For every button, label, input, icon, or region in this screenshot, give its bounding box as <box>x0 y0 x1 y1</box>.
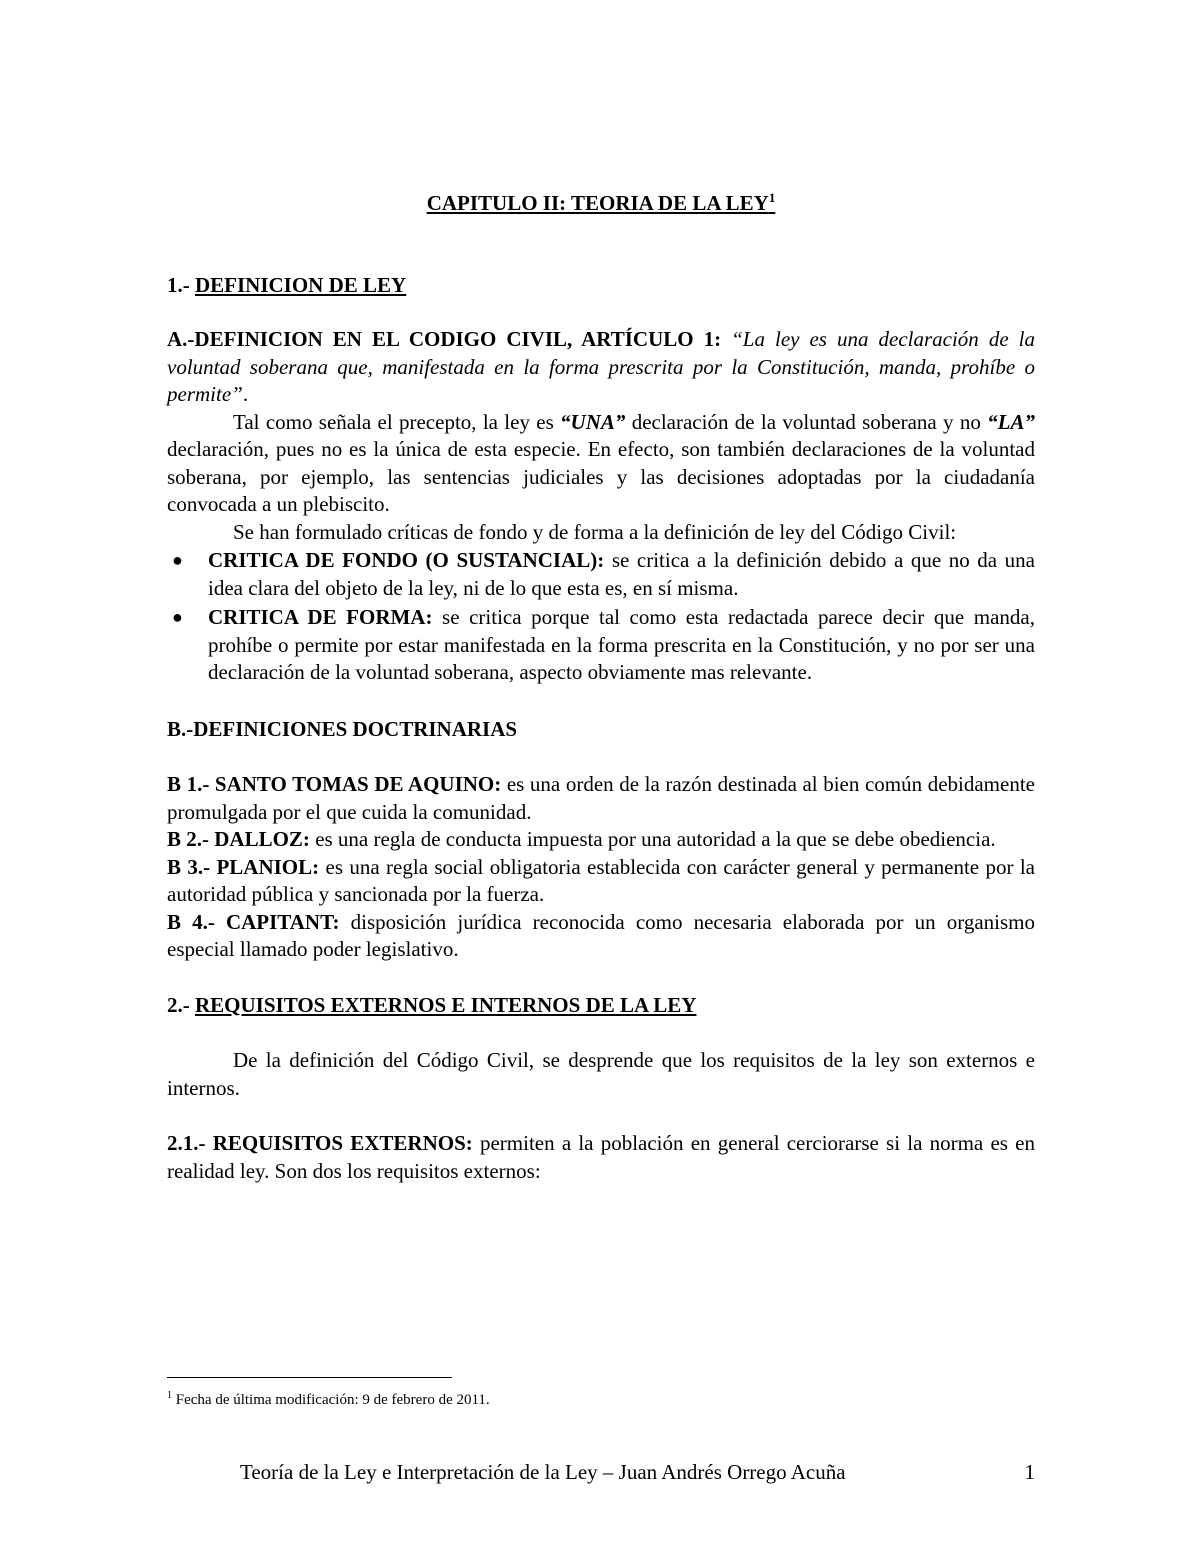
paragraph-una-la <box>167 409 1035 519</box>
list-item-text: se critica a la definición debido a que no da una idea clara del objeto de la ley, ni de lo que esta es, en sí misma. <box>208 548 1035 600</box>
list-item-text: se critica porque tal como esta redactada parece decir que manda, prohíbe o permite por estar manifestada en la forma prescrita en la Constitución, y no por ser una declaración de la voluntad soberana, aspecto obviamente mas relevante. <box>208 605 1035 684</box>
paragraph-criticas: Se han formulado críticas de fondo y de forma a la definición de ley del Código Civil: <box>233 519 957 544</box>
definition-a <box>167 326 1035 409</box>
definition-label: B 1.- SANTO TOMAS DE AQUINO: <box>167 772 502 796</box>
section-2-intro: De la definición del Código Civil, se desprende que los requisitos de la ley son externos e internos. <box>167 1048 1035 1100</box>
list-item-label: CRITICA DE FORMA: <box>208 605 433 629</box>
section-2-1 <box>167 1130 1035 1185</box>
definition-text: es una orden de la razón destinada al bien común debidamente promulgada por el que cuida la comunidad. <box>167 772 1035 824</box>
footnote <box>167 1390 490 1410</box>
definition-b2 <box>167 826 1035 854</box>
criticism-list <box>167 547 1035 687</box>
section-1-title: DEFINICION DE LEY <box>195 272 407 297</box>
list-item-label: CRITICA DE FONDO (O SUSTANCIAL): <box>208 548 605 572</box>
definition-label: B 2.- DALLOZ: <box>167 827 310 851</box>
definitions-b-heading: B.-DEFINICIONES DOCTRINARIAS <box>167 716 518 741</box>
section-1-heading <box>167 272 1035 300</box>
section-1-number: 1.- <box>167 272 190 297</box>
footnote-text: Fecha de última modificación: 9 de febrero de 2011. <box>172 1392 490 1408</box>
definition-text: es una regla de conducta impuesta por una autoridad a la que se debe obediencia. <box>309 827 996 851</box>
definition-b3 <box>167 854 1035 909</box>
footnote-divider <box>167 1377 452 1378</box>
page-number: 1 <box>1024 1460 1035 1484</box>
section-2-number: 2.- <box>167 992 190 1017</box>
chapter-title <box>167 190 1035 218</box>
definition-a-label: A.-DEFINICION EN EL CODIGO CIVIL, ARTÍCULO 1: <box>167 327 722 351</box>
section-2-1-label: 2.1.- REQUISITOS EXTERNOS: <box>167 1131 473 1155</box>
list-item <box>167 547 1035 602</box>
paragraph-una-la-part1: Tal como señala el precepto, la ley es <box>233 409 561 434</box>
footnote-number: 1 <box>167 1390 172 1401</box>
footnote-ref: 1 <box>768 190 776 205</box>
paragraph-una-la-part2: declaración de la voluntad soberana y no <box>625 409 988 434</box>
section-2-title: REQUISITOS EXTERNOS E INTERNOS DE LA LEY <box>195 992 697 1017</box>
bullet-icon: ● <box>172 607 183 627</box>
paragraph-una-la-part3: declaración, pues no es la única de esta especie. En efecto, son también declaraciones de la voluntad soberana, por ejemplo, las sentencias judiciales y las decisiones adoptadas por la ciudadanía convocada a un plebiscito. <box>167 437 1035 516</box>
emphasis-una: “UNA” <box>560 409 626 434</box>
definition-text: disposición jurídica reconocida como necesaria elaborada por un organismo especial llamado poder legislativo. <box>167 909 1035 961</box>
definition-text: es una regla social obligatoria establecida con carácter general y permanente por la autoridad pública y sancionada por la fuerza. <box>167 854 1035 906</box>
definition-label: B 4.- CAPITANT: <box>167 909 340 934</box>
footer-text: Teoría de la Ley e Interpretación de la Ley – Juan Andrés Orrego Acuña <box>240 1460 846 1484</box>
list-item <box>167 604 1035 687</box>
definition-label: B 3.- PLANIOL: <box>167 854 320 879</box>
definition-b4 <box>167 909 1035 964</box>
definition-a-quote: “La ley es una declaración de la voluntad soberana que, manifestada en la forma prescrita por la Constitución, manda, prohíbe o permite” <box>167 327 1035 406</box>
definition-a-period: . <box>242 382 249 406</box>
section-2-heading <box>167 992 1035 1020</box>
bullet-icon: ● <box>172 550 183 570</box>
page-content <box>167 190 1035 1185</box>
section-2-1-text: permiten a la población en general cerciorarse si la norma es en realidad ley. Son dos los requisitos externos: <box>167 1131 1035 1183</box>
emphasis-la: “LA” <box>987 409 1035 434</box>
definition-b1 <box>167 771 1035 826</box>
chapter-title-text: CAPITULO II: TEORIA DE LA LEY <box>426 191 769 215</box>
